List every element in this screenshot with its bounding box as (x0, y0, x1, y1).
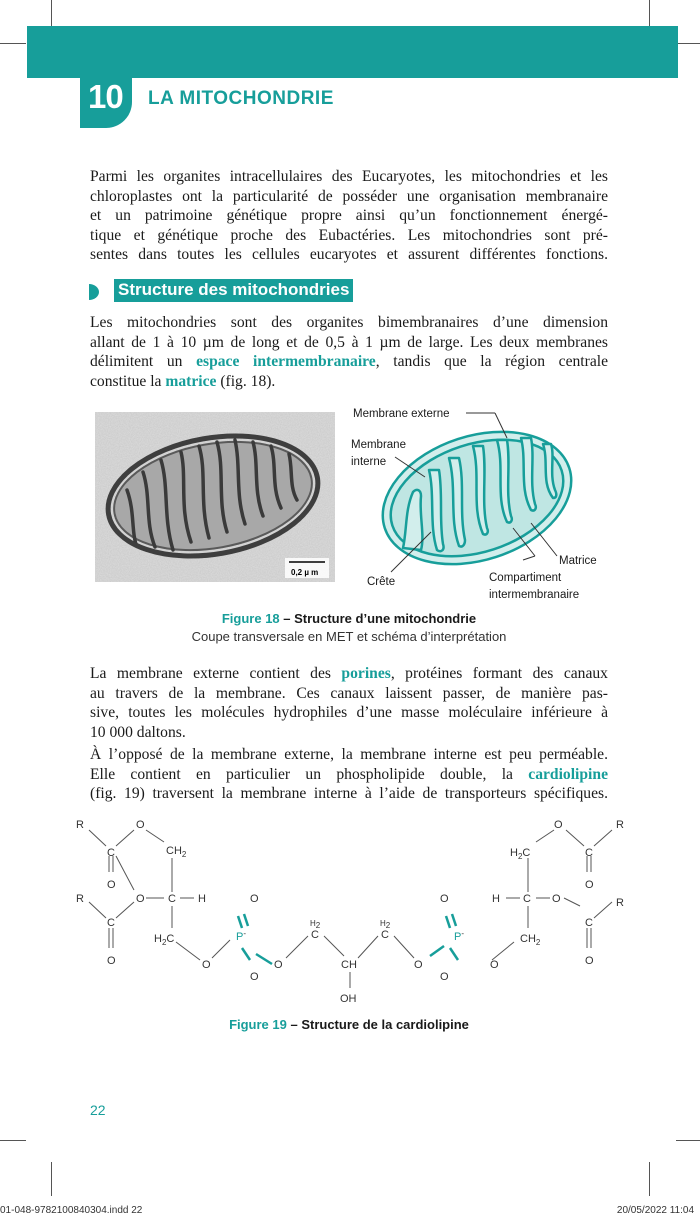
atom-c: C (585, 847, 593, 859)
figure18-subtitle: Coupe transversale en MET et schéma d’interprétation (191, 629, 507, 644)
label-inner-membrane-2: interne (351, 456, 387, 468)
porin-line (90, 664, 608, 684)
label-intermembrane-2: intermembranaire (489, 589, 580, 601)
atom-h2c-c: C (166, 933, 175, 945)
atom-o: O (202, 959, 211, 971)
atom-o: O (107, 879, 116, 891)
crop-mark (51, 0, 52, 26)
text-run: (fig. 18). (216, 372, 276, 390)
figure18-title: – Structure d’une mitochondrie (279, 611, 477, 626)
crop-mark (649, 0, 650, 26)
structure-line: allant de 1 à 10 µm de long et de 0,5 à 1 µm de large. Les deux membranes (90, 333, 608, 351)
atom-o: O (250, 893, 259, 905)
atom-o: O (490, 959, 499, 971)
atom-h2-right-sub: 2 (385, 921, 391, 930)
phosphate-bonds (238, 914, 458, 964)
label-outer-membrane: Membrane externe (353, 408, 450, 420)
chapter-number: 10 (88, 78, 123, 115)
atom-o: O (414, 959, 423, 971)
porin-line: 10 000 daltons. (90, 723, 186, 741)
atom-c: C (585, 917, 593, 929)
inner-membrane-paragraph (90, 745, 608, 804)
intro-line: chloroplastes ont la particularité de posséder une organisation membranaire (90, 187, 608, 205)
inner-line (90, 765, 608, 785)
porin-line: sive, toutes les molécules hydrophiles d’une masse moléculaire inférieure à (90, 704, 608, 722)
atom-ch2-sub: 2 (181, 850, 187, 859)
text-run: , tandis que la région centrale (375, 353, 608, 371)
atom-h2c-sub: 2 (517, 852, 523, 861)
mitochondria-schematic (345, 400, 610, 605)
atom-ch2 (166, 845, 187, 859)
crop-mark (649, 1162, 650, 1196)
text-run: , protéines formant des canaux (390, 665, 608, 682)
crop-mark (676, 43, 700, 44)
term-matrix: matrice (165, 372, 217, 390)
atom-h2-left-sub: 2 (315, 921, 321, 930)
atom-h: H (492, 893, 500, 905)
atom-o: O (552, 893, 561, 905)
atom-p-charge: - (461, 929, 465, 938)
atom-o: O (585, 879, 594, 891)
atom-p-charge: - (243, 929, 247, 938)
figure19-caption (90, 1017, 608, 1032)
figure19-title: – Structure de la cardiolipine (286, 1017, 469, 1032)
atom-c-left: C (311, 929, 319, 941)
inner-line: (fig. 19) traversent la membrane interne à l’aide de transporteurs spécifiques. (90, 785, 608, 803)
atom-o: O (554, 819, 563, 831)
atom-p-symbol: P (236, 931, 244, 943)
atom-h: H (198, 893, 206, 905)
chapter-title: LA MITOCHONDRIE (148, 88, 334, 109)
print-slug-file: 01-048-9782100840304.indd 22 (0, 1205, 143, 1216)
text-run: La membrane externe contient des (90, 665, 342, 682)
atom-c-right: C (381, 929, 389, 941)
atom-c: C (523, 893, 531, 905)
crop-mark (51, 1162, 52, 1196)
crop-mark (0, 1140, 26, 1141)
atom-c: C (107, 917, 115, 929)
page-number: 22 (90, 1102, 106, 1118)
atom-p (454, 929, 464, 943)
structure-line (90, 372, 608, 392)
intro-line: et un patrimoine génétique propre ainsi qu’un fonctionnement énergé- (90, 207, 608, 225)
structure-paragraph (90, 313, 608, 391)
atom-h2c (510, 847, 530, 861)
atom-o: O (136, 819, 145, 831)
figure19-number: Figure 19 (229, 1017, 287, 1032)
atom-h2-left-h: H (310, 919, 316, 928)
atom-o: O (136, 893, 145, 905)
cardiolipin-structure (60, 810, 640, 1010)
intro-line: tique et génétique proche des Eubactéries. Les mitochondries sont pré- (90, 226, 608, 244)
atom-c: C (107, 847, 115, 859)
atom-ch2-ch: CH (166, 845, 182, 857)
atom-o: O (585, 955, 594, 967)
intro-line: Parmi les organites intracellulaires des Eucaryotes, les mitochondries et les (90, 168, 608, 185)
atom-o: O (250, 971, 259, 983)
section-bullet-icon (89, 284, 101, 300)
figure18-number: Figure 18 (221, 611, 280, 626)
term-porins: porines (341, 665, 391, 682)
atom-r: R (616, 897, 624, 909)
atom-o: O (107, 955, 116, 967)
porin-paragraph (90, 664, 608, 742)
atom-h2c-h: H (154, 933, 162, 945)
intro-line: sentes dans toutes les cellules eucaryotes et assurent différentes fonctions. (90, 246, 608, 264)
atom-o: O (440, 971, 449, 983)
structure-line (90, 352, 608, 372)
label-matrix: Matrice (559, 555, 597, 567)
porin-line: au travers de la membrane. Ces canaux laissent passer, de manière pas- (90, 684, 608, 702)
atom-oh: OH (340, 993, 357, 1005)
term-cardiolipin: cardiolipine (528, 765, 608, 783)
scale-bar-label: 0,2 µ m (291, 568, 319, 577)
section-title: Structure des mitochondries (114, 279, 353, 302)
atom-r: R (76, 893, 84, 905)
atom-p-symbol: P (454, 931, 462, 943)
atom-c: C (168, 893, 176, 905)
atom-h2c (154, 933, 174, 947)
atom-h2c-h: H (510, 847, 518, 859)
atom-o: O (440, 893, 449, 905)
atom-ch2-ch: CH (520, 933, 536, 945)
figure18-caption (90, 611, 608, 626)
atom-r: R (76, 819, 84, 831)
label-inner-membrane-1: Membrane (351, 439, 406, 451)
text-run: constitue la (90, 372, 166, 390)
intro-paragraph (90, 167, 608, 265)
atom-o: O (274, 959, 283, 971)
inner-line: À l’opposé de la membrane externe, la membrane interne est peu perméable. (90, 746, 608, 763)
atom-h2-right-h: H (380, 919, 386, 928)
text-run: délimitent un (90, 353, 197, 371)
atom-h2c-c: C (522, 847, 531, 859)
atom-ch2 (520, 933, 541, 947)
label-crest: Crête (367, 576, 396, 588)
crop-mark (0, 43, 26, 44)
atom-h2c-sub: 2 (161, 938, 167, 947)
term-intermembrane-space: espace intermembranaire (196, 353, 376, 371)
atom-r: R (616, 819, 624, 831)
structure-line: Les mitochondries sont des organites bimembranaires d’une dimension (90, 314, 608, 331)
atom-ch: CH (341, 959, 357, 971)
atom-p (236, 929, 246, 943)
tem-micrograph (95, 412, 335, 582)
text-run: Elle contient en particulier un phospholipide double, la (90, 765, 529, 783)
print-slug-date: 20/05/2022 11:04 (616, 1205, 694, 1216)
label-intermembrane-1: Compartiment (489, 572, 562, 584)
crop-mark (676, 1140, 700, 1141)
atom-ch2-sub: 2 (535, 938, 541, 947)
